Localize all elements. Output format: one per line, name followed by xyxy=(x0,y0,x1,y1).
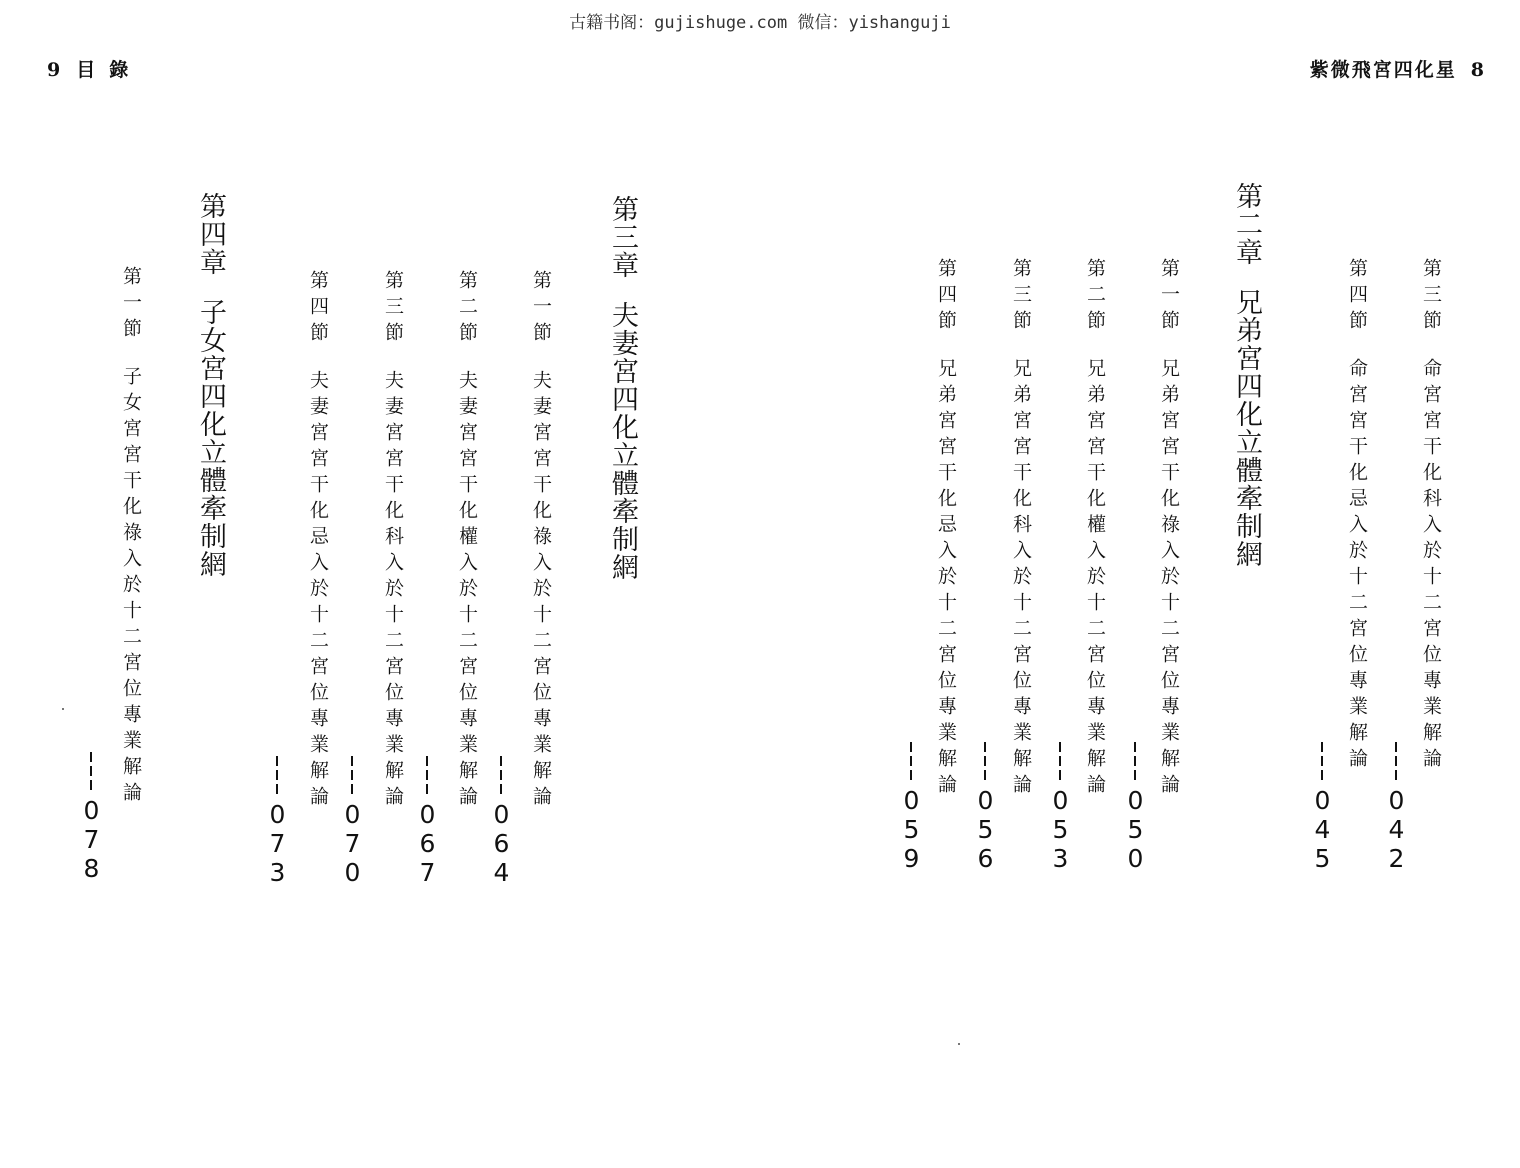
page-ref: 064 xyxy=(487,800,516,887)
leader-dash xyxy=(500,756,502,798)
toc-entry-ch2-sec3 xyxy=(1010,258,1032,800)
page-ref: 073 xyxy=(263,800,292,887)
header-title-left-a: 目 xyxy=(76,59,98,81)
section-title: 子女宮宮干化祿入於十二宮位專業解論 xyxy=(120,366,142,808)
section-title: 夫妻宮宮干化權入於十二宮位專業解論 xyxy=(456,370,478,812)
page-ref: 050 xyxy=(1121,786,1150,873)
chapter-title: 夫妻宮四化立體牽制網 xyxy=(607,301,638,581)
toc-entry-ch3-sec4 xyxy=(307,270,329,812)
chapter-label: 第二章 xyxy=(1231,182,1262,266)
section-label: 第四節 xyxy=(307,270,329,348)
page-ref: 042 xyxy=(1382,786,1411,873)
section-label: 第一節 xyxy=(1158,258,1180,336)
toc-page-ch3-sec1 xyxy=(487,756,516,887)
leader-dash xyxy=(1134,742,1136,784)
leader-dash xyxy=(90,752,92,794)
page-ref: 067 xyxy=(413,800,442,887)
section-title: 夫妻宮宮干化祿入於十二宮位專業解論 xyxy=(530,370,552,812)
toc-page-ch1-sec3 xyxy=(1382,742,1411,873)
toc-chapter-2 xyxy=(1230,182,1262,568)
toc-entry-ch2-sec1 xyxy=(1158,258,1180,800)
chapter-label: 第三章 xyxy=(607,195,638,279)
section-title: 夫妻宮宮干化忌入於十二宮位專業解論 xyxy=(307,370,329,812)
section-label: 第二節 xyxy=(456,270,478,348)
toc-entry-ch1-sec4 xyxy=(1346,258,1368,774)
header-book-title: 紫微飛宮四化星 xyxy=(1309,59,1457,81)
section-label: 第三節 xyxy=(1010,258,1032,336)
section-label: 第三節 xyxy=(1420,258,1442,336)
toc-page-ch2-sec2 xyxy=(1046,742,1075,873)
section-label: 第四節 xyxy=(1346,258,1368,336)
page-ref: 059 xyxy=(897,786,926,873)
section-title: 兄弟宮宮干化權入於十二宮位專業解論 xyxy=(1084,358,1106,800)
toc-entry-ch2-sec4 xyxy=(935,258,957,800)
page-ref: 070 xyxy=(338,800,367,887)
toc-chapter-4 xyxy=(194,192,226,578)
scan-speck xyxy=(958,1043,960,1045)
toc-entry-ch4-sec1 xyxy=(120,266,142,808)
page-ref: 056 xyxy=(971,786,1000,873)
section-label: 第四節 xyxy=(935,258,957,336)
section-title: 命宮宮干化科入於十二宮位專業解論 xyxy=(1420,358,1442,774)
section-label: 第一節 xyxy=(530,270,552,348)
leader-dash xyxy=(426,756,428,798)
toc-page-ch3-sec3 xyxy=(338,756,367,887)
leader-dash xyxy=(1321,742,1323,784)
page-ref: 045 xyxy=(1308,786,1337,873)
leader-dash xyxy=(1059,742,1061,784)
toc-page-ch2-sec3 xyxy=(971,742,1000,873)
section-title: 命宮宮干化忌入於十二宮位專業解論 xyxy=(1346,358,1368,774)
section-title: 夫妻宮宮干化科入於十二宮位專業解論 xyxy=(382,370,404,812)
toc-page-ch3-sec2 xyxy=(413,756,442,887)
toc-page-ch4-sec1 xyxy=(77,752,106,883)
toc-entry-ch3-sec2 xyxy=(456,270,478,812)
toc-entry-ch3-sec1 xyxy=(530,270,552,812)
leader-dash xyxy=(351,756,353,798)
toc-chapter-3 xyxy=(606,195,638,581)
toc-page-ch1-sec4 xyxy=(1308,742,1337,873)
toc-entry-ch1-sec3 xyxy=(1420,258,1442,774)
leader-dash xyxy=(910,742,912,784)
page-number-left: 9 xyxy=(47,59,63,81)
header-title-left-b: 錄 xyxy=(109,59,131,81)
section-title: 兄弟宮宮干化忌入於十二宮位專業解論 xyxy=(935,358,957,800)
section-title: 兄弟宮宮干化科入於十二宮位專業解論 xyxy=(1010,358,1032,800)
section-label: 第一節 xyxy=(120,266,142,344)
leader-dash xyxy=(984,742,986,784)
scan-speck xyxy=(62,708,64,710)
toc-page-ch2-sec1 xyxy=(1121,742,1150,873)
section-label: 第二節 xyxy=(1084,258,1106,336)
watermark-text: 古籍书阁：gujishuge.com 微信：yishanguji xyxy=(569,13,951,33)
section-label: 第三節 xyxy=(382,270,404,348)
toc-entry-ch2-sec2 xyxy=(1084,258,1106,800)
toc-entry-ch3-sec3 xyxy=(382,270,404,812)
leader-dash xyxy=(276,756,278,798)
leader-dash xyxy=(1395,742,1397,784)
toc-page-ch3-sec4 xyxy=(263,756,292,887)
page-ref: 053 xyxy=(1046,786,1075,873)
section-title: 兄弟宮宮干化祿入於十二宮位專業解論 xyxy=(1158,358,1180,800)
chapter-title: 子女宮四化立體牽制網 xyxy=(195,298,226,578)
page-number-right: 8 xyxy=(1470,59,1486,81)
chapter-title: 兄弟宮四化立體牽制網 xyxy=(1231,288,1262,568)
page-header-left xyxy=(47,55,130,82)
toc-page-ch2-sec4 xyxy=(897,742,926,873)
page-header-right xyxy=(1310,55,1486,82)
page-ref: 078 xyxy=(77,796,106,883)
chapter-label: 第四章 xyxy=(195,192,226,276)
